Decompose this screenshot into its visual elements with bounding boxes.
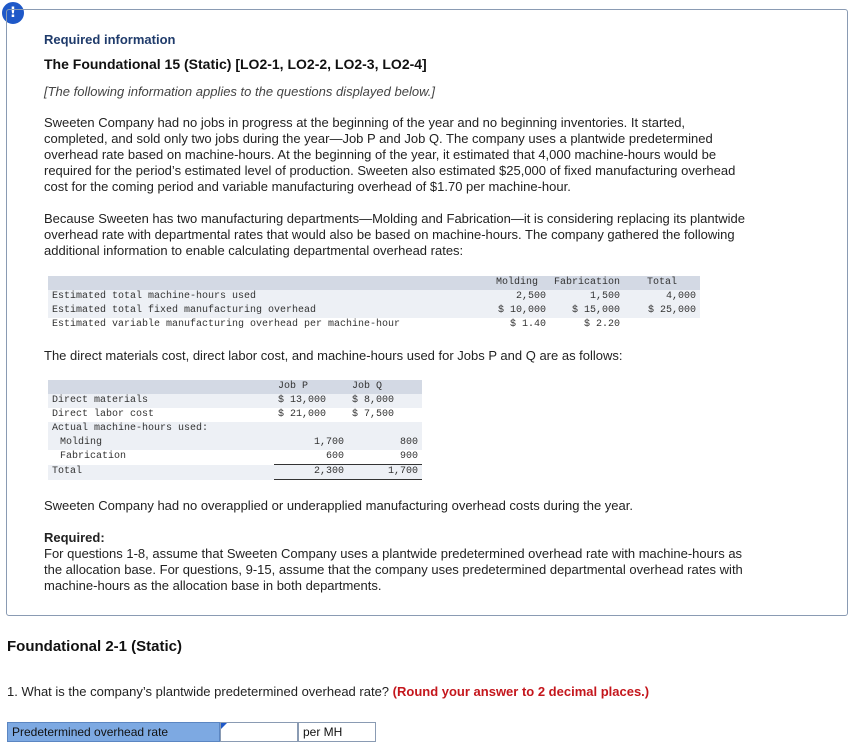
question-1 xyxy=(7,684,649,699)
cell-value: 1,700 xyxy=(348,465,422,480)
row-label: Direct materials xyxy=(48,394,274,408)
col-header-job-p: Job P xyxy=(274,380,348,394)
alert-icon: ! xyxy=(1,1,25,25)
table-row xyxy=(48,318,700,332)
cell-value: 4,000 xyxy=(624,290,700,304)
intro-line: Sweeten Company had no jobs in progress at the beginning of the year and no beginning inventories. It started, xyxy=(44,115,686,130)
intro-line: required for the period’s estimated level of production. Sweeten also estimated $25,000 of fixed manufacturing overhead xyxy=(44,163,736,178)
cell-value: $ 1.40 xyxy=(509,319,546,330)
problem-title: The Foundational 15 (Static) [LO2-1, LO2-2, LO2-3, LO2-4] xyxy=(44,56,427,72)
col-header-total: Total xyxy=(624,276,700,290)
required-line: machine-hours as the allocation base in both departments. xyxy=(44,578,382,593)
no-variance-paragraph: Sweeten Company had no overapplied or underapplied manufacturing overhead costs during the year. xyxy=(44,498,633,513)
cell-value: 2,300 xyxy=(274,465,348,480)
departments-paragraph xyxy=(44,211,814,259)
required-paragraph xyxy=(44,530,814,594)
table-row xyxy=(48,394,422,408)
cell-value: 1,700 xyxy=(274,436,348,450)
intro-line: completed, and sold only two jobs during the year—Job P and Job Q. The company uses a plantwide predetermined xyxy=(44,131,713,146)
cell-value xyxy=(274,422,348,436)
cell-value: $ 25,000 xyxy=(624,304,700,318)
question-text: 1. What is the company’s plantwide predetermined overhead rate? xyxy=(7,684,390,699)
required-line: the allocation base. For questions, 9-15, assume that the company uses predetermined departmental overhead rates with xyxy=(44,562,743,577)
table-row xyxy=(48,290,700,304)
cell-value: 800 xyxy=(348,436,422,450)
required-line: For questions 1-8, assume that Sweeten Company uses a plantwide predetermined overhead rate with machine-hours as xyxy=(44,546,743,561)
cell-value: $ 13,000 xyxy=(274,394,348,408)
table-row xyxy=(48,408,422,422)
cell-value: $ 8,000 xyxy=(348,394,422,408)
intro-line: overhead rate based on machine-hours. At the beginning of the year, it estimated that 4,000 machine-hours would be xyxy=(44,147,717,162)
answer-label: Predetermined overhead rate xyxy=(7,722,220,742)
table-row xyxy=(48,436,422,450)
header-spacer xyxy=(48,276,484,290)
row-label: Direct labor cost xyxy=(52,409,155,420)
cell-value xyxy=(348,422,422,436)
header-spacer xyxy=(48,380,274,394)
row-label: Fabrication xyxy=(60,451,127,463)
table-row xyxy=(48,304,700,318)
rounding-instruction: (Round your answer to 2 decimal places.) xyxy=(392,684,650,699)
table-row xyxy=(48,450,422,465)
departments-line: additional information to enable calculating departmental overhead rates: xyxy=(44,243,464,258)
row-label: Molding xyxy=(48,436,274,450)
cell-value: 2,500 xyxy=(484,290,550,304)
cell-value: $ 15,000 xyxy=(550,304,624,318)
answer-unit: per MH xyxy=(298,722,376,742)
departmental-estimates-table xyxy=(48,276,700,332)
overhead-rate-input[interactable] xyxy=(220,722,298,742)
section-title: Foundational 2-1 (Static) xyxy=(7,638,183,655)
job-costs-table xyxy=(48,380,422,480)
cell-value: $ 2.20 xyxy=(584,319,621,330)
intro-paragraph xyxy=(44,115,814,195)
row-label: Total xyxy=(48,465,274,480)
row-label: Actual machine-hours used: xyxy=(48,422,274,436)
required-label: Required: xyxy=(44,530,105,545)
col-header-molding: Molding xyxy=(484,276,550,290)
jobs-intro-paragraph: The direct materials cost, direct labor cost, and machine-hours used for Jobs P and Q are as follows: xyxy=(44,348,623,363)
cell-value: $ 7,500 xyxy=(352,409,395,420)
col-header-fabrication: Fabrication xyxy=(550,276,624,290)
departments-line: overhead rate with departmental rates that would also be based on machine-hours. The company gathered the following xyxy=(44,227,735,242)
input-corner-marker xyxy=(221,723,227,729)
row-label: Estimated total machine-hours used xyxy=(48,290,484,304)
cell-value: 600 xyxy=(274,450,348,465)
cell-value: 900 xyxy=(348,450,422,465)
required-information-heading: Required information xyxy=(44,32,176,47)
cell-value: 1,500 xyxy=(550,290,624,304)
cell-value xyxy=(624,318,700,332)
cell-value: $ 10,000 xyxy=(484,304,550,318)
applies-note: [The following information applies to the questions displayed below.] xyxy=(44,84,435,99)
intro-line: cost for the coming period and variable manufacturing overhead of $1.70 per machine-hour. xyxy=(44,179,571,194)
cell-value: $ 21,000 xyxy=(278,409,327,420)
col-header-job-q: Job Q xyxy=(348,380,422,394)
departments-line: Because Sweeten has two manufacturing departments—Molding and Fabrication—it is considering replacing its plantwide xyxy=(44,211,745,226)
row-label: Estimated variable manufacturing overhead per machine-hour xyxy=(52,319,401,330)
table-row xyxy=(48,465,422,480)
row-label: Estimated total fixed manufacturing overhead xyxy=(48,304,484,318)
table-row xyxy=(48,422,422,436)
